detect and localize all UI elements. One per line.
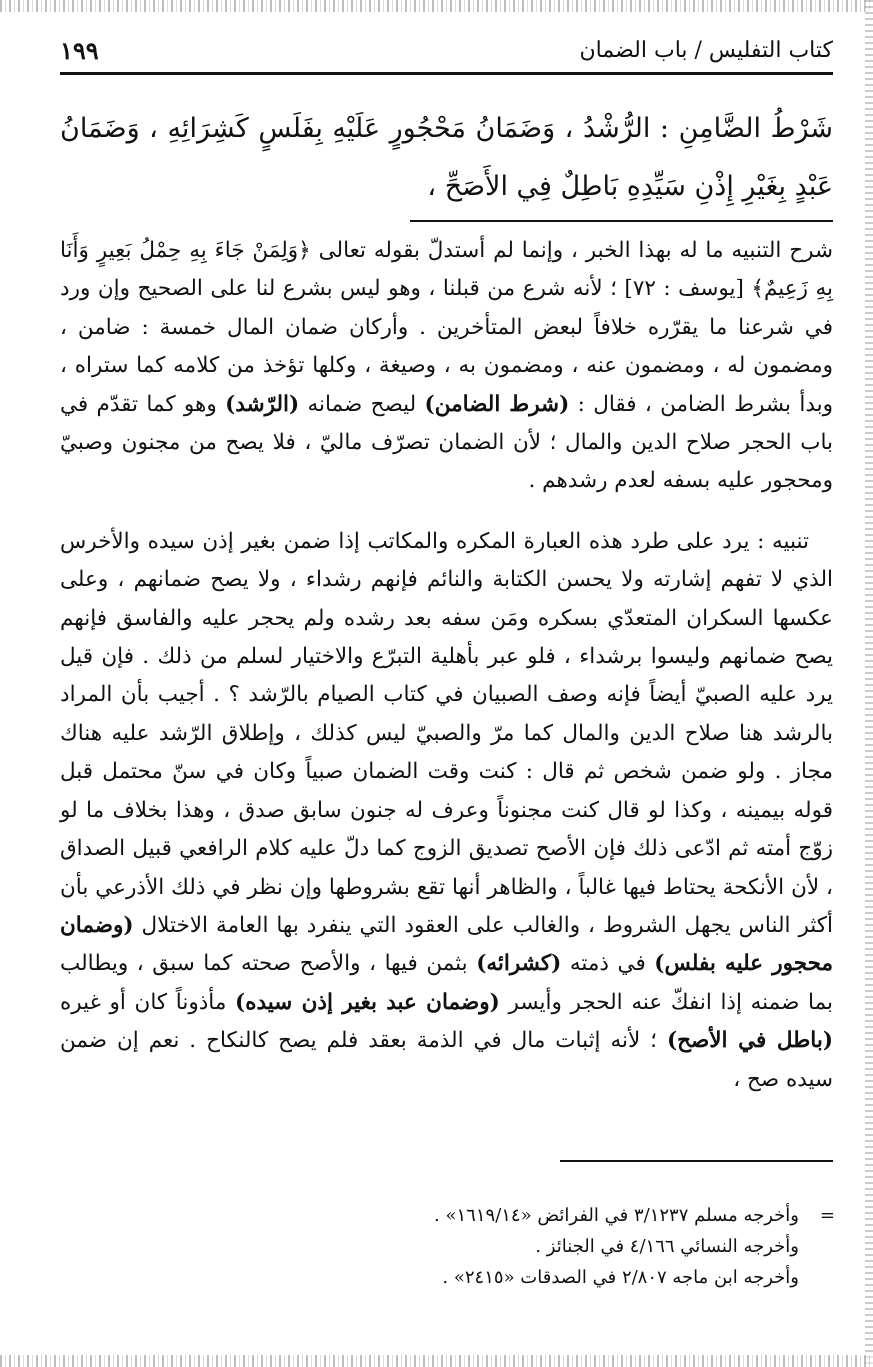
matn-text: شَرْطُ الضَّامِنِ : الرُّشْدُ ، وَضَمَانُ مَحْجُورٍ عَلَيْهِ بِفَلَسٍ كَشِرَائِهِ ، وَضَمَانُ عَبْدٍ بِغَيْرِ إِذْنِ سَيِّدِهِ بَاطِلٌ فِي الأَصَحِّ ، [60,113,833,202]
page-header [60,30,833,70]
header-rule [60,72,833,75]
scan-edge-bottom [0,1355,873,1367]
footnote-line: وأخرجه ابن ماجه ٢/٨٠٧ في الصدقات «٢٤١٥» . [442,1267,799,1288]
scan-edge-right [865,0,873,1367]
text-segment: تنبيه : يرد على طرد هذه العبارة المكره والمكاتب إذا ضمن بغير إذن سيده والأخرس الذي لا تفهم إشارته ولا يحسن الكتابة والنائم فإنهم رشداء ، ولا يصح ضمانهم ، وعلى عكسها السكران المتعدّي بسكره ومَن سفه بعد رشده ولم يحجر عليه والفاسق فإنهم يصح ضمانهم وليسوا برشداء ، فلو عبر بأهلية التبرّع والاختيار لسلم من ذلك . فإن قيل يرد عليه الصبيّ أيضاً فإنه وصف الصبيان في كتاب الصيام بالرّشد ؟ . أجيب بأن المراد بالرشد هنا صلاح الدين والمال كما مرّ والصبيّ ليس كذلك ، وإطلاق الرّشد عليه هناك مجاز . ولو ضمن شخص ثم قال : كنت وقت الضمان صبياً وكان في سنّ محتمل قبل قوله بيمينه ، وكذا لو قال كنت مجنوناً وعرف له جنون سابق صدق ، وهذا بخلاف ما لو زوّج أمته ثم ادّعى ذلك فإن الأصح تصديق الزوج كما دلّ عليه كلام الرافعي قبيل الصداق ، لأن الأنكحة يحتاط فيها غالباً ، والظاهر أنها تقع بشروطها وإن نظر في ذلك الأذرعي بأن أكثر الناس يجهل الشروط ، والغالب على العقود التي ينفرد بها العامة الاختلال [60,528,833,938]
bold-quote-segment: (شرط الضامن) [424,391,570,417]
text-segment: ؛ لأنه إثبات مال في الذمة بعقد فلم يصح كالنكاح . نعم إن ضمن سيده صح ، [60,1028,833,1092]
bold-quote-segment: (الرّشد) [225,391,300,417]
commentary-paragraph-2 [60,523,833,1099]
matn-text-block [60,100,833,216]
bold-quote-segment: (باطل في الأصح) [666,1028,833,1054]
commentary-body [60,232,833,1099]
running-head: كتاب التفليس / باب الضمان [579,37,833,63]
page-number: ١٩٩ [60,35,99,65]
text-segment: بثمن فيها ، والأصح صحته كما سبق ، ويطالب بما ضمنه إذا انفكّ عنه الحجر وأيسر [60,951,833,1015]
scan-edge-top [0,0,873,12]
bold-quote-segment: (وضمان عبد بغير إذن سيده) [235,989,500,1015]
footnote-list [300,1200,833,1293]
text-segment: ليصح ضمانه [299,391,425,417]
footnote-continuation-marker: = [819,1205,835,1226]
text-segment: وهو كما تقدّم في باب الحجر صلاح الدين والمال ؛ لأن الضمان تصرّف ماليّ ، فلا يصح من مجنون وصبيّ ومحجور عليه بسفه لعدم رشدهم . [60,391,833,494]
bold-quote-segment: (كشرائه) [476,951,562,977]
text-segment: مأذوناً كان أو غيره [60,989,236,1015]
footnote-line: وأخرجه مسلم ٣/١٢٣٧ في الفرائض «١٦١٩/١٤» . [434,1205,799,1226]
footnotes-block [300,1200,833,1293]
footnote-line: وأخرجه النسائي ٤/١٦٦ في الجنائز . [535,1236,799,1257]
footnote-rule [560,1160,833,1162]
text-segment: في ذمته [561,951,655,977]
commentary-paragraph-1 [60,232,833,501]
bold-quote-segment: (وضمان محجور عليه بفلس) [60,912,833,977]
text-segment: شرح التنبيه ما له بهذا الخبر ، وإنما لم أستدلّ بقوله تعالى ﴿وَلِمَنْ جَاءَ بِهِ حِمْلُ بَعِيرٍ وَأَنَا بِهِ زَعِيمٌ﴾ [يوسف : ٧٢] ؛ لأنه شرع من قبلنا ، وهو ليس بشرع لنا على الصحيح وإن ورد في شرعنا ما يقرّره خلافاً لبعض المتأخرين . وأركان ضمان المال خمسة : ضامن ، ومضمون له ، ومضمون عنه ، ومضمون به ، وصيغة ، وكلها تؤخذ من كلامه كما ستراه ، وبدأ بشرط الضامن ، فقال : [60,238,834,417]
matn-separator-rule [410,220,833,222]
